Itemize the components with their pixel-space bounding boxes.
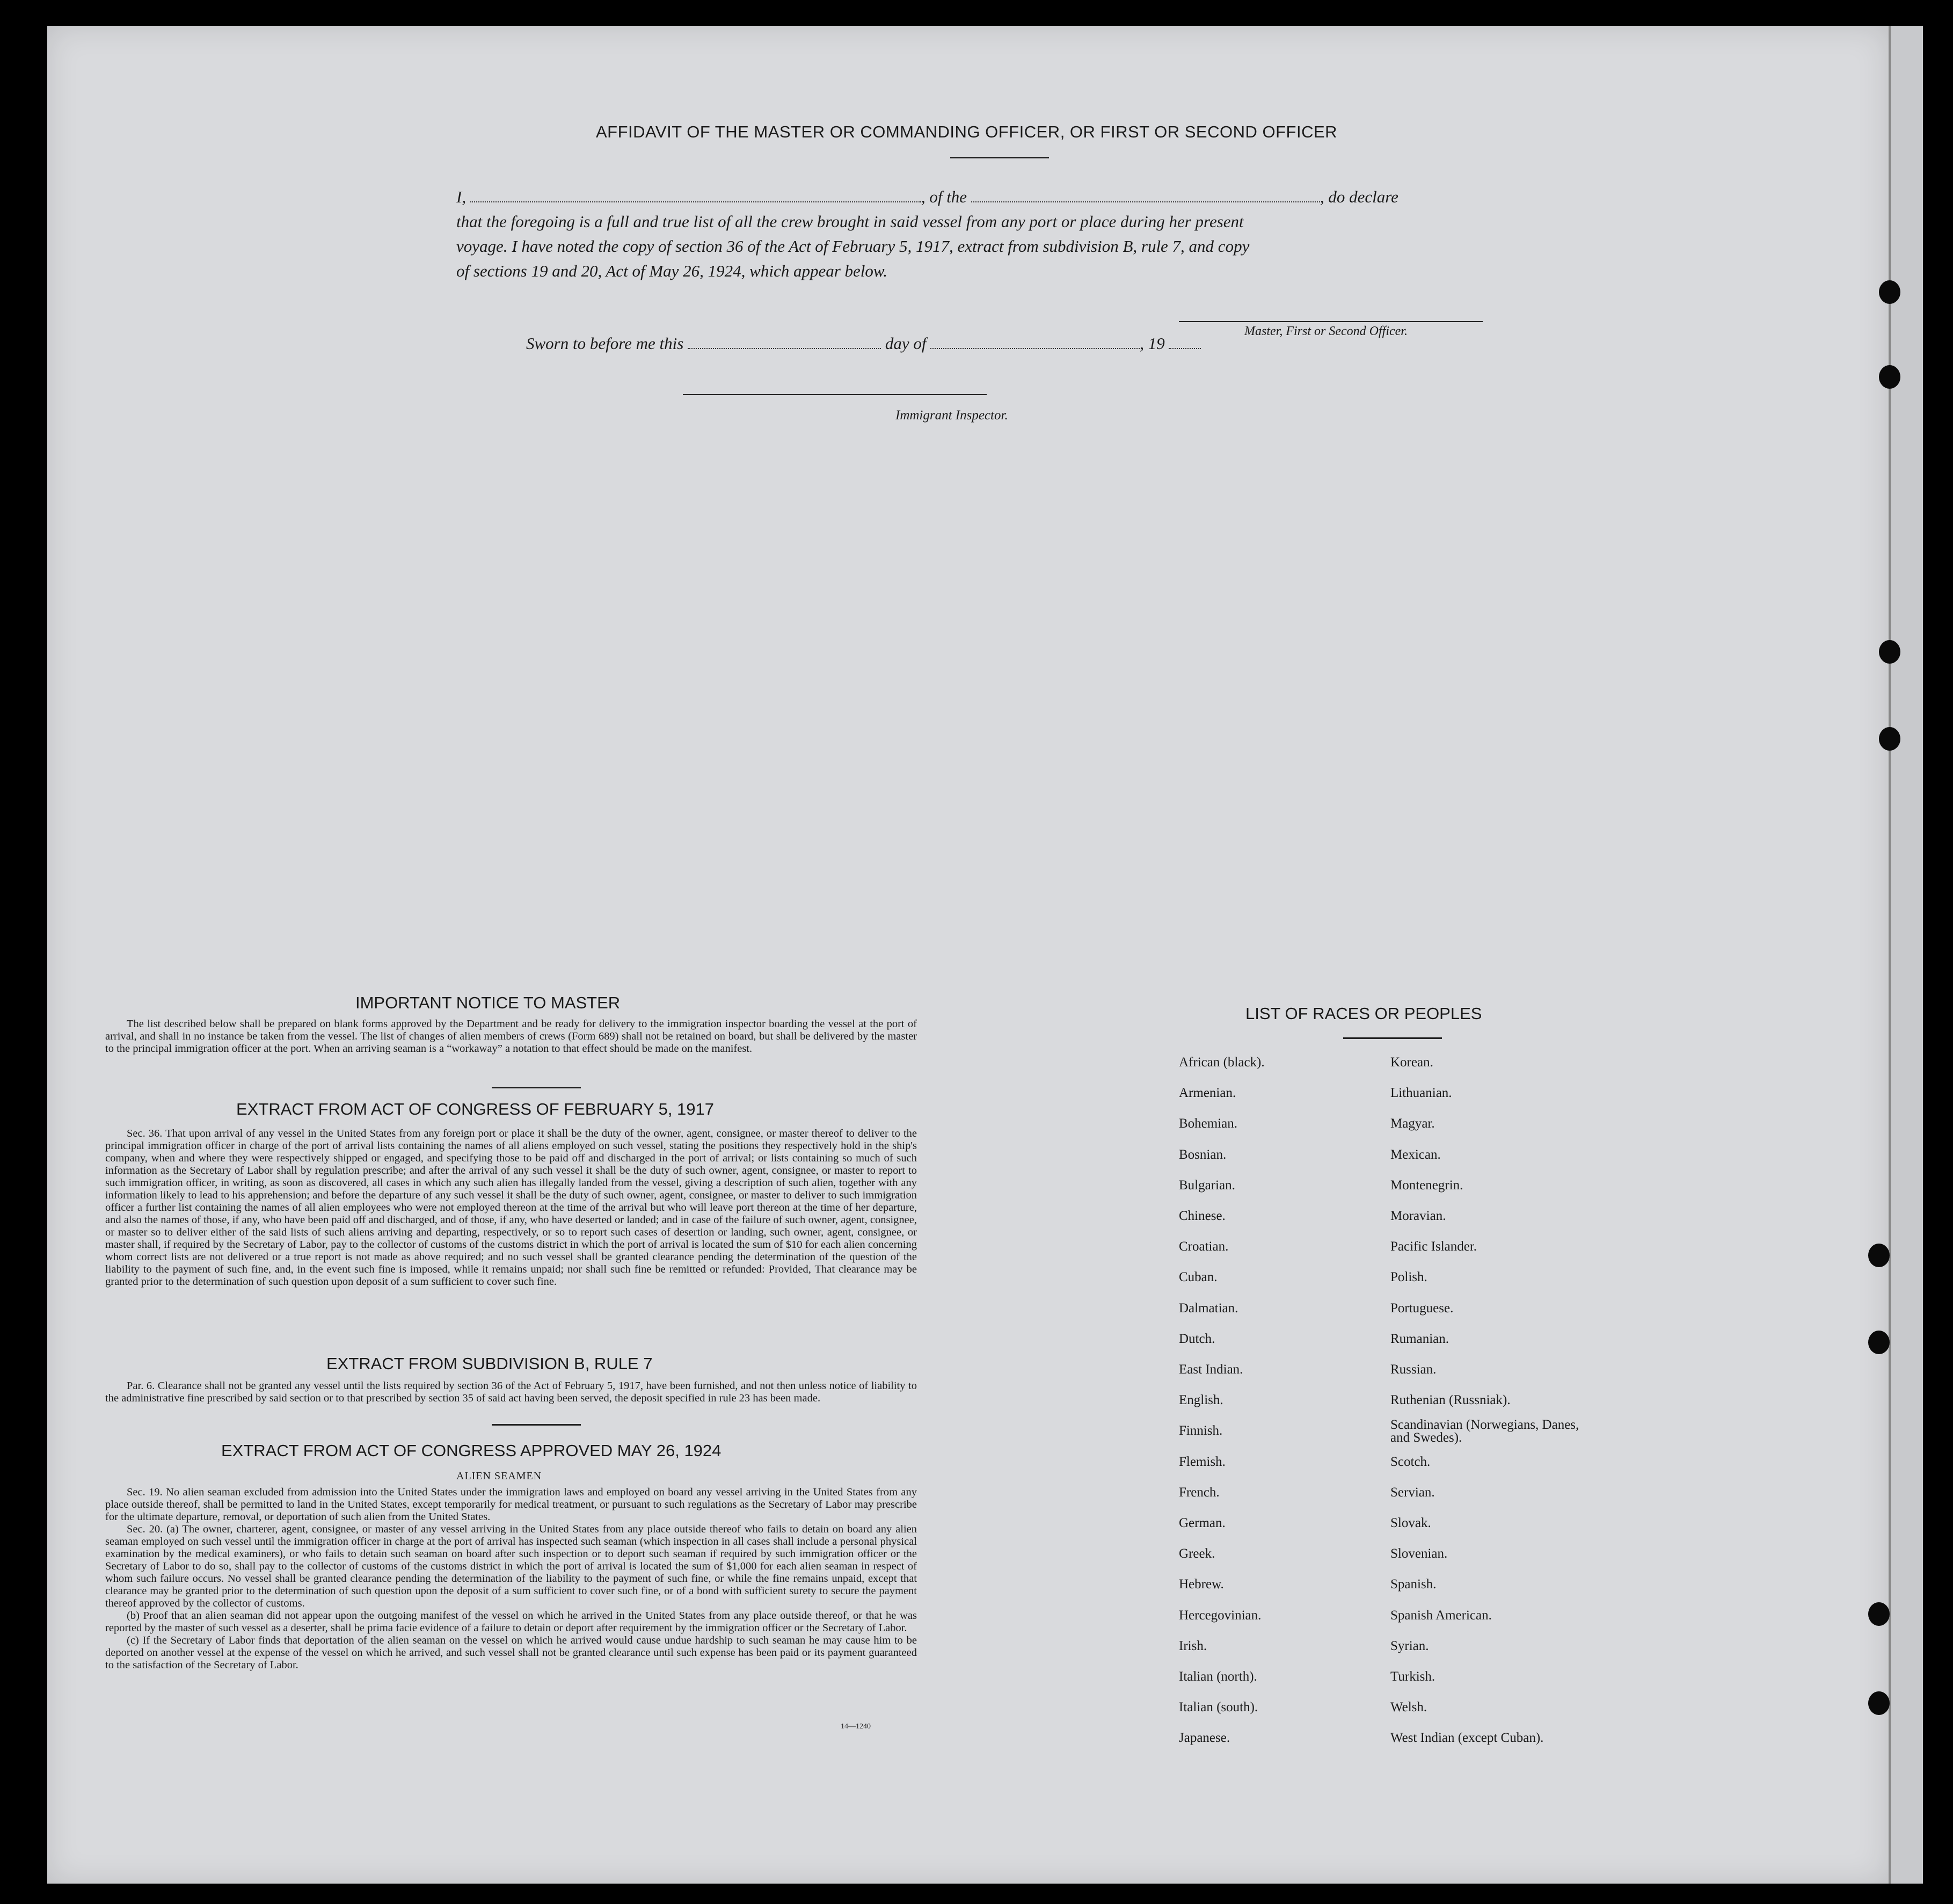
race-item: African (black). bbox=[1179, 1055, 1265, 1070]
extract-1917-title: EXTRACT FROM ACT OF CONGRESS OF FEBRUARY 5, 1917 bbox=[236, 1100, 715, 1118]
race-item: Finnish. bbox=[1179, 1423, 1223, 1438]
punch-hole bbox=[1868, 1691, 1890, 1715]
race-item: Dutch. bbox=[1179, 1331, 1215, 1346]
race-item: East Indian. bbox=[1179, 1362, 1243, 1377]
inspector-label: Immigrant Inspector. bbox=[895, 408, 1008, 423]
rule-7-text bbox=[105, 1380, 917, 1405]
races-title: LIST OF RACES OR PEOPLES bbox=[1245, 1004, 1482, 1023]
race-item: Dalmatian. bbox=[1179, 1300, 1238, 1316]
race-item: West Indian (except Cuban). bbox=[1390, 1731, 1544, 1746]
races-title-rule bbox=[1343, 1037, 1442, 1039]
affidavit-line-2: that the foregoing is a full and true list of all the crew brought in said vessel from any port or place during her present bbox=[456, 212, 1244, 231]
race-item: Mexican. bbox=[1390, 1147, 1441, 1162]
race-item: Welsh. bbox=[1390, 1700, 1427, 1715]
month-blank[interactable] bbox=[930, 336, 1140, 349]
race-item: Russian. bbox=[1390, 1362, 1437, 1377]
race-item: German. bbox=[1179, 1516, 1226, 1531]
race-item: Chinese. bbox=[1179, 1209, 1226, 1224]
races-left-column bbox=[1179, 1047, 1265, 1754]
race-item: Moravian. bbox=[1390, 1209, 1446, 1224]
affidavit-do-declare: , do declare bbox=[1320, 187, 1398, 206]
extract-1917-text bbox=[105, 1128, 917, 1288]
notice-paragraph: The list described below shall be prepared on blank forms approved by the Department and be ready for delivery to the immigration inspector boarding the vessel at the port of arrival, and shall in no instance be taken from the vessel. The list of changes of alien members of crews (Form 689) shall not be retained on board, but shall be delivered by the master to the principal immigration officer at the port. When an arriving seaman is a “workaway” a notation to that effect should be made on the manifest. bbox=[105, 1018, 917, 1055]
race-item: Rumanian. bbox=[1390, 1331, 1449, 1346]
page-edge bbox=[1889, 26, 1923, 1884]
affidavit-title-rule bbox=[950, 157, 1049, 158]
year-blank[interactable] bbox=[1169, 336, 1201, 349]
race-item: English. bbox=[1179, 1393, 1223, 1408]
race-item: Ruthenian (Russniak). bbox=[1390, 1393, 1511, 1408]
race-item: Polish. bbox=[1390, 1270, 1427, 1285]
sworn-line bbox=[526, 334, 1201, 353]
day-of-text: day of bbox=[885, 334, 927, 353]
notice-text bbox=[105, 1018, 917, 1055]
master-label: Master, First or Second Officer. bbox=[1244, 324, 1408, 338]
race-item: Greek. bbox=[1179, 1546, 1215, 1561]
race-item: French. bbox=[1179, 1485, 1220, 1500]
affidavit-i: I, bbox=[456, 187, 467, 206]
race-item: Flemish. bbox=[1179, 1454, 1226, 1469]
race-item: Slovak. bbox=[1390, 1516, 1431, 1531]
extract-1917-paragraph: Sec. 36. That upon arrival of any vessel in the United States from any foreign port or place it shall be the duty of the owner, agent, consignee, or master thereof to deliver to the principal immigration officer in charge of the port of arrival lists containing the names of all aliens employed on such vessel, stating the positions they respectively hold in the ship's company, when and where they were respectively shipped or engaged, and specifying those to be paid off and discharged in the port of arrival; or lists containing so much of such information as the Secretary of Labor shall by regulation prescribe; and after the arrival of any such vessel it shall be the duty of such owner, agent, consignee, or master to report to such immigration officer, in writing, as soon as discovered, all cases in which any such alien has illegally landed from the vessel, giving a description of such alien, together with any information likely to lead to his apprehension; and before the departure of any such vessel it shall be the duty of such owner, agent, consignee, or master to deliver to such immigration officer a further list containing the names of all alien employees who were not employed thereon at the time of the arrival but who will leave port thereon at the time of her departure, and also the names of those, if any, who have been paid off and discharged, and of those, if any, who have deserted or landed; and in case of the failure of such owner, agent, consignee, or master so to deliver either of the said lists of such aliens arriving and departing, respectively, or so to report such cases of desertion or landing, such owner, agent, consignee, or master shall, if required by the Secretary of Labor, pay to the collector of customs of the customs district in which the port of arrival is located the sum of $10 for each alien concerning whom correct lists are not delivered or a true report is not made as above required; and no such vessel shall be granted clearance pending the determination of the question of the liability to the payment of such fine, and, in the event such fine is imposed, while it remains unpaid; nor shall such fine be remitted or refunded: Provided, That clearance may be granted prior to the determination of such question upon deposit of a sum sufficient to cover such fine. bbox=[105, 1128, 917, 1288]
race-item: Montenegrin. bbox=[1390, 1178, 1463, 1193]
race-item: Spanish American. bbox=[1390, 1608, 1492, 1623]
race-item: Portuguese. bbox=[1390, 1300, 1454, 1316]
sec-20a-paragraph: Sec. 20. (a) The owner, charterer, agent, consignee, or master of any vessel arriving in the United States from any place outside thereof who fails to detain on board any alien seaman employed on such vessel until the immigration officer in charge at the port of arrival has inspected such seaman (which inspection in all cases shall include a personal physical examination by the medical examiners), or who fails to detain such seaman on board after such inspection or to deport such seaman if required by such immigration officer or the Secretary of Labor to do so, shall pay to the collector of customs of the customs district in which the port of arrival is located the sum of $1,000 for each alien seaman in respect of whom such failure occurs. No vessel shall be granted clearance pending the determination of the liability to the payment of such fine, or while the fine remains unpaid, except that clearance may be granted prior to the determination of such question upon the deposit of a sum sufficient to cover such fine, or of a bond with sufficient surety to secure the payment thereof approved by the collector of customs. bbox=[105, 1523, 917, 1609]
extract-1924-title: EXTRACT FROM ACT OF CONGRESS APPROVED MAY 26, 1924 bbox=[221, 1441, 722, 1460]
affidavit-line-1 bbox=[456, 185, 1530, 209]
affidavit-line-4: of sections 19 and 20, Act of May 26, 1924, which appear below. bbox=[456, 261, 888, 280]
race-item: Pacific Islander. bbox=[1390, 1239, 1477, 1254]
race-item: Irish. bbox=[1179, 1638, 1207, 1653]
rule-7-title: EXTRACT FROM SUBDIVISION B, RULE 7 bbox=[326, 1354, 653, 1373]
vessel-blank[interactable] bbox=[971, 190, 1320, 202]
race-item: Bohemian. bbox=[1179, 1116, 1238, 1131]
race-item: Syrian. bbox=[1390, 1638, 1429, 1653]
race-item: Bosnian. bbox=[1179, 1147, 1227, 1162]
master-signature-line bbox=[1179, 321, 1483, 322]
race-item: Hercegovinian. bbox=[1179, 1608, 1262, 1623]
affidavit-title: AFFIDAVIT OF THE MASTER OR COMMANDING OFFICER, OR FIRST OR SECOND OFFICER bbox=[596, 122, 1338, 141]
punch-hole bbox=[1868, 1331, 1890, 1354]
inspector-signature-line bbox=[683, 394, 987, 395]
race-item: Lithuanian. bbox=[1390, 1086, 1452, 1101]
race-item: Armenian. bbox=[1179, 1086, 1236, 1101]
sec-20c-paragraph: (c) If the Secretary of Labor finds that deportation of the alien seaman on the vessel on which he arrived would cause undue hardship to such seaman he may cause him to be deported on another vessel at the expense of the vessel on which he arrived, and such vessel shall not be granted clearance until such expense has been paid or its payment guaranteed to the satisfaction of the Secretary of Labor. bbox=[105, 1634, 917, 1671]
notice-rule bbox=[492, 1087, 581, 1088]
race-item: Croatian. bbox=[1179, 1239, 1229, 1254]
year-prefix: , 19 bbox=[1140, 334, 1165, 353]
punch-hole bbox=[1879, 727, 1900, 751]
form-number: 14—1240 bbox=[841, 1723, 871, 1731]
race-item: Japanese. bbox=[1179, 1731, 1230, 1746]
race-item: Spanish. bbox=[1390, 1577, 1437, 1592]
race-item: Scotch. bbox=[1390, 1454, 1431, 1469]
rule-7-paragraph: Par. 6. Clearance shall not be granted any vessel until the lists required by section 36 of the Act of February 5, 1917, have been furnished, and not then unless notice of liability to the administrative fine prescribed by said section or to that prescribed by section 35 of said act having been served, the deposit specified in rule 23 has been made. bbox=[105, 1380, 917, 1404]
punch-hole bbox=[1879, 640, 1900, 664]
extract-1924-text bbox=[105, 1486, 917, 1672]
race-item: Magyar. bbox=[1390, 1116, 1435, 1131]
sec-20b-paragraph: (b) Proof that an alien seaman did not appear upon the outgoing manifest of the vessel on which he arrived in the United States from any place outside thereof, or that he was reported by the master of such vessel as a deserter, shall be prima facie evidence of a failure to detain or deport after requirement by the immigration officer or the Secretary of Labor. bbox=[105, 1610, 917, 1634]
punch-hole bbox=[1879, 365, 1900, 389]
punch-hole bbox=[1868, 1602, 1890, 1626]
race-item: Servian. bbox=[1390, 1485, 1435, 1500]
punch-hole bbox=[1868, 1244, 1890, 1267]
race-item: Slovenian. bbox=[1390, 1546, 1448, 1561]
race-item: Italian (south). bbox=[1179, 1700, 1258, 1715]
affidavit-of-the: , of the bbox=[921, 187, 967, 206]
race-item: Hebrew. bbox=[1179, 1577, 1224, 1592]
notice-title: IMPORTANT NOTICE TO MASTER bbox=[355, 993, 621, 1012]
races-right-column bbox=[1390, 1047, 1594, 1754]
alien-seamen-subtitle: ALIEN SEAMEN bbox=[456, 1470, 542, 1482]
day-blank[interactable] bbox=[688, 336, 881, 349]
rule-7-rule bbox=[492, 1424, 581, 1426]
race-item: Italian (north). bbox=[1179, 1669, 1257, 1684]
race-item: Cuban. bbox=[1179, 1270, 1218, 1285]
race-item: Scandinavian (Norwegians, Danes, and Swedes). bbox=[1390, 1418, 1579, 1445]
sworn-text: Sworn to before me this bbox=[526, 334, 684, 353]
race-item: Bulgarian. bbox=[1179, 1178, 1235, 1193]
sec-19-paragraph: Sec. 19. No alien seaman excluded from admission into the United States under the immigration laws and employed on board any vessel arriving in the United States from any place outside thereof, shall be permitted to land in the United States, except temporarily for medical treatment, or pursuant to such regulations as the Secretary of Labor may prescribe for the ultimate departure, removal, or deportation of such alien from the United States. bbox=[105, 1486, 917, 1523]
punch-hole bbox=[1879, 280, 1900, 304]
race-item: Korean. bbox=[1390, 1055, 1433, 1070]
affidavit-body bbox=[456, 185, 1530, 284]
affidavit-line-3: voyage. I have noted the copy of section 36 of the Act of February 5, 1917, extract from subdivision B, rule 7, and copy bbox=[456, 237, 1250, 256]
name-blank[interactable] bbox=[470, 190, 921, 202]
race-item: Turkish. bbox=[1390, 1669, 1435, 1684]
